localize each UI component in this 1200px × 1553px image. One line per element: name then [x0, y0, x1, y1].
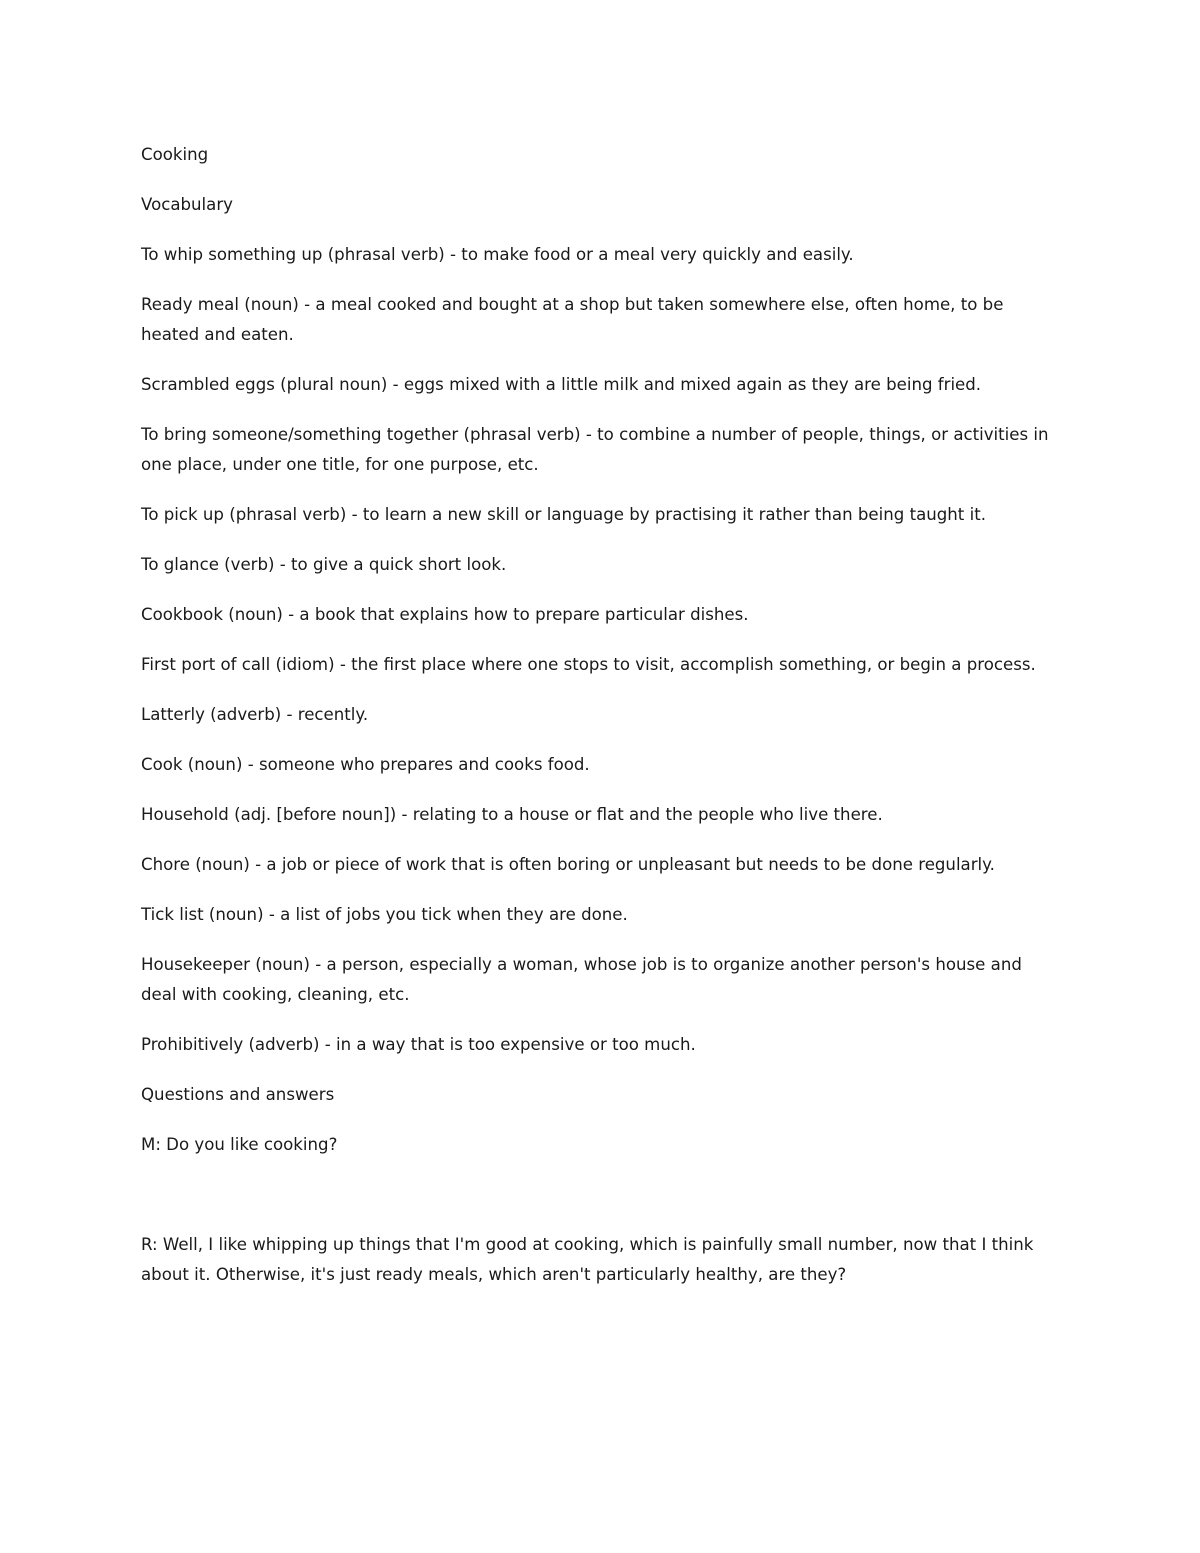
vocab-entry-ready-meal: Ready meal (noun) - a meal cooked and bought at a shop but taken somewhere else, often home, to be heated and eaten. [141, 295, 1004, 344]
blank-line [141, 1180, 1059, 1230]
document-title: Cooking [141, 145, 209, 164]
vocab-entry-housekeeper: Housekeeper (noun) - a person, especially a woman, whose job is to organize another person's house and deal with cooking, cleaning, etc. [141, 955, 1022, 1004]
vocab-entry-whip-up: To whip something up (phrasal verb) - to make food or a meal very quickly and easily. [141, 245, 854, 264]
vocab-entry-pick-up: To pick up (phrasal verb) - to learn a new skill or language by practising it rather than being taught it. [141, 505, 986, 524]
document-body [141, 140, 1059, 1310]
vocab-entry-household: Household (adj. [before noun]) - relating to a house or flat and the people who live there. [141, 805, 883, 824]
vocab-entry-bring-together: To bring someone/something together (phrasal verb) - to combine a number of people, things, or activities in one place, under one title, for one purpose, etc. [141, 425, 1049, 474]
qa-heading: Questions and answers [141, 1085, 335, 1104]
vocab-entry-glance: To glance (verb) - to give a quick short look. [141, 555, 507, 574]
vocab-entry-cookbook: Cookbook (noun) - a book that explains how to prepare particular dishes. [141, 605, 749, 624]
answer-text: R: Well, I like whipping up things that I'm good at cooking, which is painfully small number, now that I think about it. Otherwise, it's just ready meals, which aren't particularly healthy, are they? [141, 1235, 1034, 1284]
vocab-entry-first-port-of-call: First port of call (idiom) - the first place where one stops to visit, accomplish something, or begin a process. [141, 655, 1036, 674]
vocab-entry-tick-list: Tick list (noun) - a list of jobs you tick when they are done. [141, 905, 628, 924]
vocab-entry-latterly: Latterly (adverb) - recently. [141, 705, 369, 724]
vocab-entry-cook: Cook (noun) - someone who prepares and cooks food. [141, 755, 590, 774]
vocab-entry-chore: Chore (noun) - a job or piece of work that is often boring or unpleasant but needs to be done regularly. [141, 855, 995, 874]
vocab-entry-scrambled-eggs: Scrambled eggs (plural noun) - eggs mixed with a little milk and mixed again as they are being fried. [141, 375, 982, 394]
vocabulary-heading: Vocabulary [141, 195, 233, 214]
question-text: M: Do you like cooking? [141, 1135, 338, 1154]
vocab-entry-prohibitively: Prohibitively (adverb) - in a way that is too expensive or too much. [141, 1035, 696, 1054]
